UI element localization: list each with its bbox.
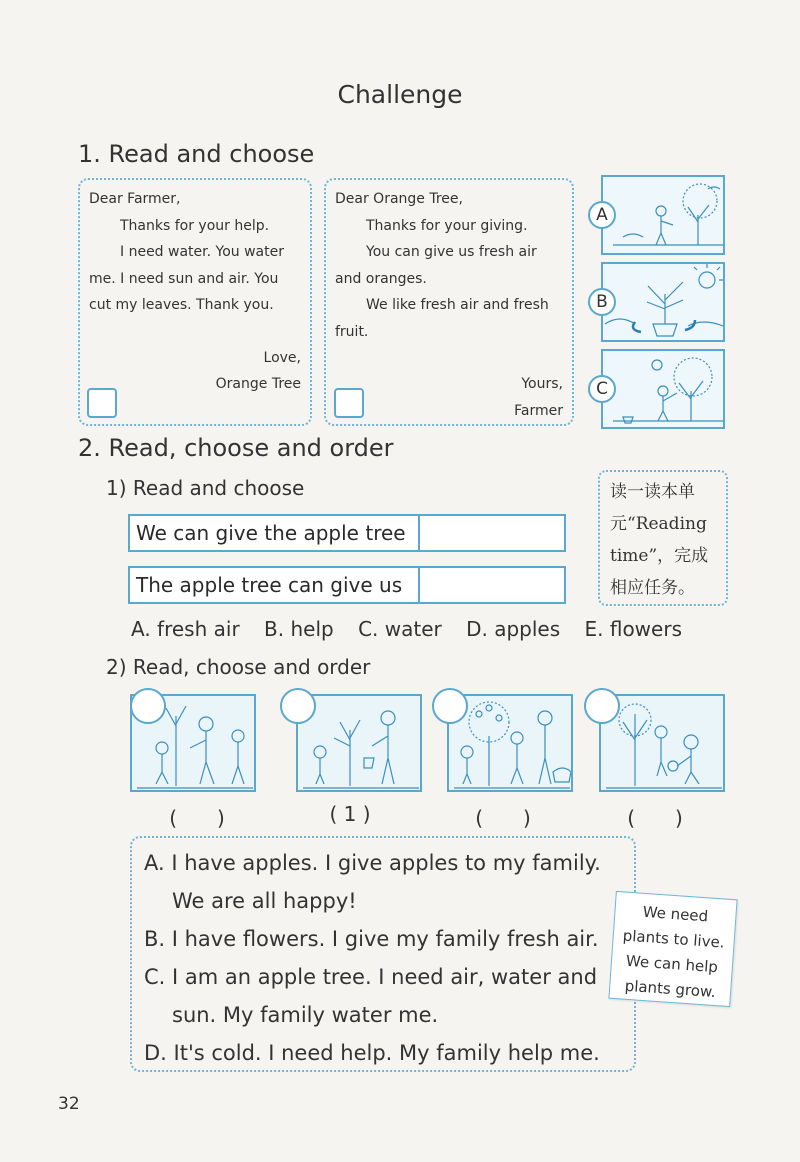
letter1-line: Thanks for your help. [120,217,270,234]
section-1-heading: 1. Read and choose [78,140,315,168]
sticky-line: plants to live. [622,926,726,952]
letter1-line: I need water. You water [120,244,284,260]
family-watering-tree-illustration [298,696,422,792]
picture-c [601,349,725,429]
sentence-a: A. I have apples. I give apples to my family. [144,851,601,875]
sticky-line: We need [642,902,709,926]
letter2-line: You can give us fresh air [366,244,537,260]
tip-line: 读一读本单 [610,482,695,502]
tip-line: 相应任务。 [610,578,695,598]
picture-label-b: B [588,288,616,316]
picture-label-a: A [588,201,616,229]
tree-gives-row [128,566,566,604]
order-circle [432,688,468,724]
order-circle [280,688,316,724]
chinese-tip-note [598,470,728,606]
letter1-greeting: Dear Farmer, [89,191,181,207]
sticky-line: We can help [625,951,719,977]
sentence-c-cont: sun. My family water me. [172,1003,439,1027]
order-circle [130,688,166,724]
give-tree-row [128,514,566,552]
family-with-apples-illustration [449,696,573,792]
letter2-signature: Farmer [514,402,563,419]
option-item: C. water [358,617,442,641]
give-tree-label: We can give the apple tree [130,516,420,550]
family-under-flowering-tree-illustration [601,696,725,792]
page-number: 32 [58,1094,80,1114]
story-sentences [130,836,636,1072]
part2-heading: 2) Read, choose and order [106,655,371,679]
letter1-signature: Orange Tree [215,376,301,392]
tree-gives-label: The apple tree can give us [130,568,420,602]
section-2-heading: 2. Read, choose and order [78,434,394,462]
letter1-closing: Love, [263,349,301,366]
options-list [131,617,682,641]
sentence-c: C. I am an apple tree. I need air, water and [144,965,598,989]
picture-a [601,175,725,255]
option-item: D. apples [466,617,561,641]
sticky-line: plants grow. [624,976,717,1002]
answer-box-letter2[interactable] [334,388,364,418]
farmer-picking-oranges-illustration [603,351,725,429]
letter2-line: and oranges. [335,270,427,287]
letter1-line: me. I need sun and air. You [89,270,279,287]
letter2-greeting: Dear Orange Tree, [335,191,463,207]
picture-label-c: C [588,375,616,403]
answer-box-letter1[interactable] [87,388,117,418]
sentence-b: B. I have flowers. I give my family fresh air. [144,927,599,951]
sentence-d: D. It's cold. I need help. My family help me. [144,1041,600,1065]
girl-watering-tree-illustration [603,177,725,255]
tip-line: 元“Reading [610,514,707,534]
option-item: E. flowers [584,617,682,641]
sticky-note [608,891,737,1007]
order-answer-2[interactable]: ( 1 ) [329,802,371,826]
option-item: B. help [264,617,334,641]
letter1-line: cut my leaves. Thank you. [89,297,274,313]
letter2-line: fruit. [335,323,369,340]
letter2-line: We like fresh air and fresh [366,297,549,313]
letter2-line: Thanks for your giving. [366,217,528,234]
tree-gives-answer[interactable] [420,568,564,602]
letter2-closing: Yours, [521,376,563,392]
tip-line: time”，完成 [610,546,709,566]
order-answer-1[interactable]: ( ) [169,806,225,830]
option-item: A. fresh air [131,617,240,641]
give-tree-answer[interactable] [420,516,564,550]
plant-with-sun-illustration [603,264,725,342]
part1-heading: 1) Read and choose [106,476,305,500]
page-title: Challenge [337,80,463,109]
order-answer-3[interactable]: ( ) [475,806,531,830]
picture-b [601,262,725,342]
sentence-a-cont: We are all happy! [172,889,357,913]
order-answer-4[interactable]: ( ) [627,806,683,830]
order-circle [584,688,620,724]
